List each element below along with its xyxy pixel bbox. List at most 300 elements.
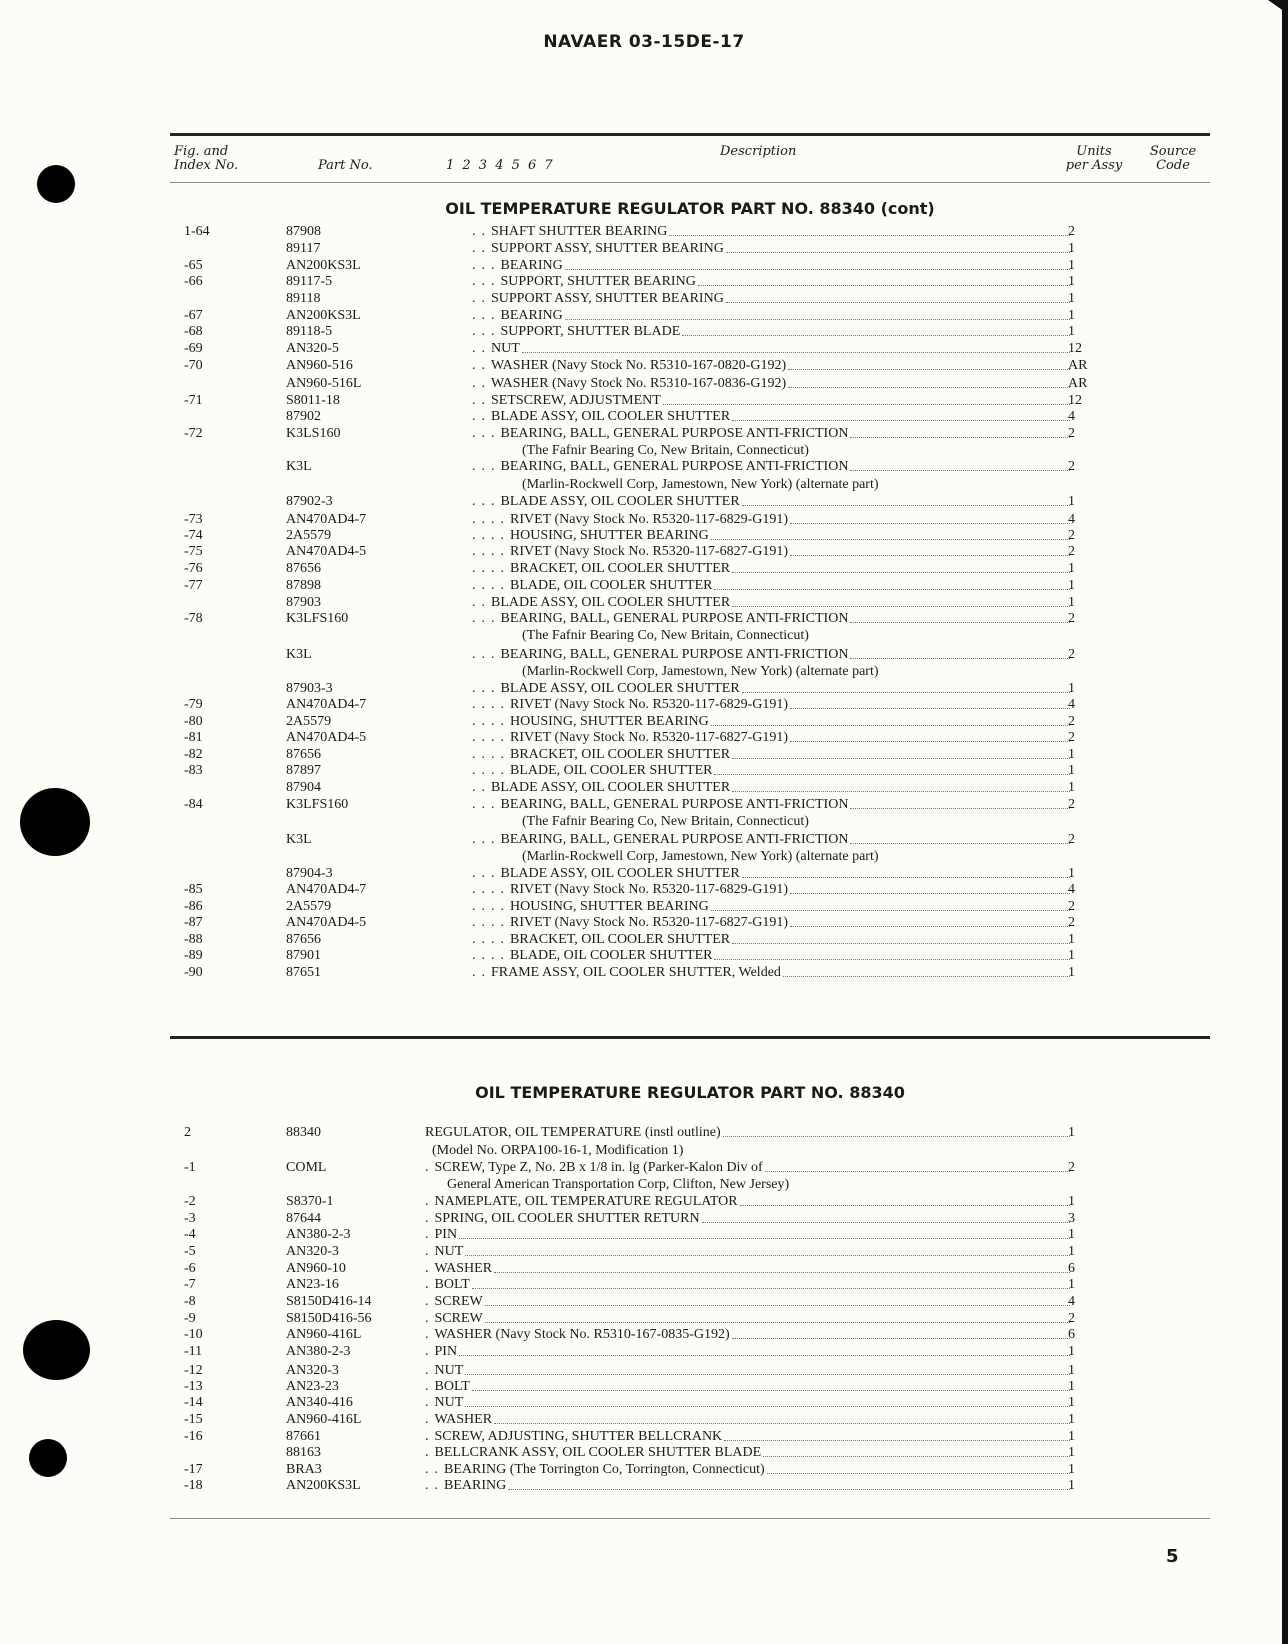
- indent-dots: ....: [472, 882, 510, 897]
- description: [522, 813, 1070, 830]
- part-number: AN960-10: [286, 1261, 346, 1276]
- table-row: [170, 1378, 1210, 1395]
- description: [425, 1444, 1070, 1461]
- leader-dots: [790, 543, 1070, 556]
- table-row: [170, 458, 1210, 475]
- description-text: RIVET (Navy Stock No. R5320-117-6829-G191): [510, 512, 789, 527]
- table-row: [170, 1260, 1210, 1277]
- part-number: S8150D416-14: [286, 1294, 372, 1309]
- table-row: [170, 375, 1210, 392]
- indent-dots: ...: [472, 681, 501, 696]
- description: [472, 680, 1070, 697]
- indent-dots: .: [425, 1277, 435, 1292]
- indent-dots: .: [425, 1211, 435, 1226]
- table-row: [170, 865, 1210, 882]
- description-text: BEARING: [500, 308, 563, 323]
- fig-index: -69: [184, 341, 203, 356]
- description-text: BRACKET, OIL COOLER SHUTTER: [510, 747, 731, 762]
- leader-dots: [850, 425, 1070, 438]
- description: [425, 1193, 1070, 1210]
- col-fig-index: [174, 145, 238, 173]
- indent-dots: ...: [472, 797, 501, 812]
- leader-dots: [465, 1362, 1070, 1375]
- fig-index: 2: [184, 1125, 191, 1140]
- section-title-cont: OIL TEMPERATURE REGULATOR PART NO. 88340 (cont): [445, 199, 935, 218]
- fig-index: -1: [184, 1160, 196, 1175]
- fig-index: -90: [184, 965, 203, 980]
- fig-index: -80: [184, 714, 203, 729]
- indent-dots: .: [425, 1363, 435, 1378]
- description-text: PIN: [434, 1344, 458, 1359]
- description-text: BEARING, BALL, GENERAL PURPOSE ANTI-FRICTION: [500, 459, 849, 474]
- units-per-assy: 12: [1068, 393, 1082, 408]
- fig-index: -89: [184, 948, 203, 963]
- description-text: BRACKET, OIL COOLER SHUTTER: [510, 932, 731, 947]
- units-per-assy: 2: [1068, 647, 1075, 662]
- section-divider: [170, 1036, 1210, 1039]
- table-row: [170, 1226, 1210, 1243]
- description: [472, 425, 1070, 442]
- indent-dots: .: [425, 1194, 435, 1209]
- description-text: (The Fafnir Bearing Co, New Britain, Connecticut): [522, 814, 809, 829]
- table-row: [170, 1310, 1210, 1327]
- leader-dots: [459, 1226, 1070, 1239]
- fig-index: -8: [184, 1294, 196, 1309]
- part-number: K3L: [286, 832, 312, 847]
- fig-index: -15: [184, 1412, 203, 1427]
- part-number: AN23-23: [286, 1379, 339, 1394]
- description: [425, 1226, 1070, 1243]
- part-number: AN320-5: [286, 341, 339, 356]
- fig-index: -87: [184, 915, 203, 930]
- table-row: [170, 1293, 1210, 1310]
- part-number: AN470AD4-7: [286, 882, 367, 897]
- leader-dots: [682, 323, 1070, 336]
- units-per-assy: 1: [1068, 1344, 1075, 1359]
- leader-dots: [790, 729, 1070, 742]
- fig-index: -3: [184, 1211, 196, 1226]
- leader-dots: [790, 914, 1070, 927]
- units-per-assy: 1: [1068, 1363, 1075, 1378]
- table-row: [170, 511, 1210, 528]
- description-text: NUT: [491, 341, 520, 356]
- units-per-assy: 1: [1068, 763, 1075, 778]
- units-per-assy: 2: [1068, 714, 1075, 729]
- indent-dots: ....: [472, 578, 510, 593]
- part-number: 87903: [286, 595, 321, 610]
- table-row-note: [170, 663, 1210, 680]
- description: [472, 713, 1070, 730]
- col-units-line1: Units: [1076, 144, 1112, 159]
- table-row: [170, 493, 1210, 510]
- part-number: 89117-5: [286, 274, 333, 289]
- indent-dots: ....: [472, 528, 510, 543]
- indent-dots: ...: [472, 324, 501, 339]
- description-text: RIVET (Navy Stock No. R5320-117-6829-G191): [510, 882, 789, 897]
- part-number: AN960-516L: [286, 376, 362, 391]
- description-text: BLADE ASSY, OIL COOLER SHUTTER: [491, 780, 731, 795]
- description: [425, 1378, 1070, 1395]
- leader-dots: [732, 746, 1070, 759]
- units-per-assy: 1: [1068, 866, 1075, 881]
- leader-dots: [565, 257, 1070, 270]
- fig-index: -81: [184, 730, 203, 745]
- units-per-assy: 1: [1068, 324, 1075, 339]
- leader-dots: [669, 223, 1070, 236]
- description: [472, 223, 1070, 240]
- indent-dots: ....: [472, 915, 510, 930]
- description: [472, 543, 1070, 560]
- leader-dots: [726, 240, 1070, 253]
- units-per-assy: 1: [1068, 965, 1075, 980]
- indent-dots: ..: [472, 409, 491, 424]
- table-row: [170, 1444, 1210, 1461]
- indent-dots: ...: [472, 866, 501, 881]
- description-text: RIVET (Navy Stock No. R5320-117-6827-G191): [510, 915, 789, 930]
- indent-dots: ...: [472, 308, 501, 323]
- part-number: 89117: [286, 241, 321, 256]
- description: [425, 1411, 1070, 1428]
- indent-dots: .: [425, 1327, 435, 1342]
- table-row-note: [170, 442, 1210, 459]
- description: [425, 1124, 1070, 1141]
- fig-index: -18: [184, 1478, 203, 1493]
- part-number: 87897: [286, 763, 321, 778]
- table-row: [170, 240, 1210, 257]
- punch-hole: [29, 1439, 67, 1477]
- table-row: [170, 1124, 1210, 1141]
- part-number: S8150D416-56: [286, 1311, 372, 1326]
- header-rule: [170, 133, 1210, 136]
- description-text: BEARING (The Torrington Co, Torrington, Connecticut): [444, 1462, 765, 1477]
- description: [425, 1362, 1070, 1379]
- fig-index: -66: [184, 274, 203, 289]
- part-number: 89118: [286, 291, 321, 306]
- indent-dots: .: [425, 1261, 435, 1276]
- units-per-assy: 1: [1068, 1244, 1075, 1259]
- part-number: 87898: [286, 578, 321, 593]
- indent-dots: ...: [472, 611, 501, 626]
- part-number: 87661: [286, 1429, 321, 1444]
- table-row: [170, 357, 1210, 374]
- description-text: BLADE ASSY, OIL COOLER SHUTTER: [500, 494, 740, 509]
- units-per-assy: 2: [1068, 832, 1075, 847]
- description-text: SETSCREW, ADJUSTMENT: [491, 393, 661, 408]
- part-number: COML: [286, 1160, 327, 1175]
- indent-dots: ...: [472, 494, 501, 509]
- table-row: [170, 1243, 1210, 1260]
- indent-dots: ..: [472, 780, 491, 795]
- leader-dots: [565, 307, 1070, 320]
- leader-dots: [714, 762, 1070, 775]
- fig-index: -72: [184, 426, 203, 441]
- fig-index: -14: [184, 1395, 203, 1410]
- description-text: SUPPORT, SHUTTER BEARING: [500, 274, 696, 289]
- part-number: K3L: [286, 459, 312, 474]
- part-number: 87902-3: [286, 494, 333, 509]
- units-per-assy: 6: [1068, 1327, 1075, 1342]
- units-per-assy: 1: [1068, 780, 1075, 795]
- description-text: BEARING: [444, 1478, 507, 1493]
- leader-dots: [850, 458, 1070, 471]
- indent-dots: ....: [472, 948, 510, 963]
- indent-dots: ...: [472, 258, 501, 273]
- units-per-assy: 2: [1068, 730, 1075, 745]
- description: [472, 560, 1070, 577]
- description-text: BLADE ASSY, OIL COOLER SHUTTER: [491, 595, 731, 610]
- description: [472, 746, 1070, 763]
- indent-dots: ....: [472, 714, 510, 729]
- description: [472, 527, 1070, 544]
- fig-index: -12: [184, 1363, 203, 1378]
- units-per-assy: 4: [1068, 512, 1075, 527]
- part-number: 87904-3: [286, 866, 333, 881]
- leader-dots: [850, 610, 1070, 623]
- punch-hole: [23, 1320, 90, 1380]
- leader-dots: [850, 796, 1070, 809]
- part-number: AN380-2-3: [286, 1227, 351, 1242]
- leader-dots: [522, 340, 1070, 353]
- indent-dots: .: [425, 1429, 435, 1444]
- description: [472, 865, 1070, 882]
- indent-dots: .: [425, 1395, 435, 1410]
- description-text: WASHER (Navy Stock No. R5310-167-0836-G192): [491, 376, 787, 391]
- description: [522, 442, 1070, 459]
- col-indent-levels: 1 2 3 4 5 6 7: [446, 158, 553, 173]
- fig-index: -4: [184, 1227, 196, 1242]
- table-row: [170, 543, 1210, 560]
- col-source-line1: Source: [1149, 144, 1197, 159]
- table-row: [170, 577, 1210, 594]
- leader-dots: [850, 831, 1070, 844]
- part-number: AN960-516: [286, 358, 353, 373]
- description-text: SPRING, OIL COOLER SHUTTER RETURN: [434, 1211, 700, 1226]
- indent-dots: .: [425, 1379, 435, 1394]
- leader-dots: [711, 527, 1070, 540]
- description-text: SCREW: [434, 1294, 483, 1309]
- description: [472, 307, 1070, 324]
- description-text: BLADE, OIL COOLER SHUTTER: [510, 578, 713, 593]
- part-number: 87902: [286, 409, 321, 424]
- description-text: NUT: [434, 1395, 464, 1410]
- table-row: [170, 1428, 1210, 1445]
- indent-dots: ....: [472, 561, 510, 576]
- indent-dots: .: [425, 1311, 435, 1326]
- description: [472, 273, 1070, 290]
- description-text: SCREW: [434, 1311, 483, 1326]
- table-row: [170, 1362, 1210, 1379]
- table-row: [170, 898, 1210, 915]
- fig-index: -9: [184, 1311, 196, 1326]
- description-text: BLADE ASSY, OIL COOLER SHUTTER: [500, 866, 740, 881]
- part-number: AN470AD4-7: [286, 697, 367, 712]
- leader-dots: [732, 779, 1070, 792]
- indent-dots: ..: [472, 224, 491, 239]
- description: [425, 1326, 1070, 1343]
- units-per-assy: 1: [1068, 561, 1075, 576]
- leader-dots: [788, 375, 1070, 388]
- fig-index: -13: [184, 1379, 203, 1394]
- table-row: [170, 1343, 1210, 1360]
- part-number: AN200KS3L: [286, 1478, 361, 1493]
- part-number: 87901: [286, 948, 321, 963]
- leader-dots: [740, 1193, 1070, 1206]
- description-text: HOUSING, SHUTTER BEARING: [510, 528, 709, 543]
- units-per-assy: 1: [1068, 681, 1075, 696]
- description-text: SHAFT SHUTTER BEARING: [491, 224, 668, 239]
- leader-dots: [459, 1343, 1070, 1356]
- description: [472, 392, 1070, 409]
- fig-index: -16: [184, 1429, 203, 1444]
- description-text: BRACKET, OIL COOLER SHUTTER: [510, 561, 731, 576]
- description-text: SUPPORT ASSY, SHUTTER BEARING: [491, 241, 724, 256]
- part-number: 2A5579: [286, 528, 332, 543]
- part-number: AN470AD4-7: [286, 512, 367, 527]
- part-number: AN960-416L: [286, 1412, 362, 1427]
- description: [425, 1394, 1070, 1411]
- table-row: [170, 594, 1210, 611]
- table-row: [170, 425, 1210, 442]
- indent-dots: ....: [472, 512, 510, 527]
- part-number: 87904: [286, 780, 321, 795]
- description: [472, 340, 1070, 357]
- description-text: (Model No. ORPA100-16-1, Modification 1): [432, 1143, 684, 1158]
- table-row: [170, 931, 1210, 948]
- fig-index: -88: [184, 932, 203, 947]
- fig-index: -71: [184, 393, 203, 408]
- fig-index: -76: [184, 561, 203, 576]
- units-per-assy: AR: [1068, 376, 1088, 391]
- description-text: (Marlin-Rockwell Corp, Jamestown, New York) (alternate part): [522, 849, 879, 864]
- description: [472, 408, 1070, 425]
- fig-index: -86: [184, 899, 203, 914]
- part-number: 88340: [286, 1125, 321, 1140]
- description-text: WASHER (Navy Stock No. R5310-167-0835-G192): [434, 1327, 730, 1342]
- description-text: RIVET (Navy Stock No. R5320-117-6827-G191): [510, 544, 789, 559]
- description: [425, 1243, 1070, 1260]
- table-row-note: [170, 848, 1210, 865]
- table-row: [170, 831, 1210, 848]
- units-per-assy: 1: [1068, 494, 1075, 509]
- units-per-assy: 1: [1068, 578, 1075, 593]
- leader-dots: [472, 1276, 1070, 1289]
- units-per-assy: 1: [1068, 948, 1075, 963]
- units-per-assy: AR: [1068, 358, 1088, 373]
- description-text: PIN: [434, 1227, 458, 1242]
- header-underline: [170, 182, 1210, 183]
- description: [472, 696, 1070, 713]
- page-corner: [1268, 0, 1288, 14]
- fig-index: -10: [184, 1327, 203, 1342]
- description: [472, 898, 1070, 915]
- leader-dots: [663, 392, 1070, 405]
- units-per-assy: 1: [1068, 1395, 1075, 1410]
- fig-index: -74: [184, 528, 203, 543]
- table-row-note: [170, 627, 1210, 644]
- description-text: WASHER: [434, 1412, 493, 1427]
- units-per-assy: 1: [1068, 241, 1075, 256]
- description-text: FRAME ASSY, OIL COOLER SHUTTER, Welded: [491, 965, 781, 980]
- description: [472, 511, 1070, 528]
- punch-hole: [37, 165, 75, 203]
- col-fig-index-line1: Fig. and: [174, 144, 229, 159]
- table-row: [170, 257, 1210, 274]
- units-per-assy: 3: [1068, 1211, 1075, 1226]
- leader-dots: [711, 713, 1070, 726]
- indent-dots: ....: [472, 763, 510, 778]
- description: [472, 646, 1070, 663]
- description: [472, 796, 1070, 813]
- description: [425, 1461, 1070, 1478]
- units-per-assy: 2: [1068, 224, 1075, 239]
- units-per-assy: 1: [1068, 1125, 1075, 1140]
- leader-dots: [465, 1394, 1070, 1407]
- units-per-assy: 1: [1068, 1445, 1075, 1460]
- part-number: AN380-2-3: [286, 1344, 351, 1359]
- indent-dots: ....: [472, 544, 510, 559]
- description: [472, 729, 1070, 746]
- leader-dots: [726, 290, 1070, 303]
- indent-dots: ..: [425, 1462, 444, 1477]
- table-row: [170, 307, 1210, 324]
- description: [425, 1159, 1070, 1176]
- description-text: BEARING, BALL, GENERAL PURPOSE ANTI-FRICTION: [500, 832, 849, 847]
- description-text: RIVET (Navy Stock No. R5320-117-6827-G191): [510, 730, 789, 745]
- units-per-assy: 1: [1068, 274, 1075, 289]
- fig-index: -85: [184, 882, 203, 897]
- fig-index: -77: [184, 578, 203, 593]
- description: [472, 577, 1070, 594]
- description-text: BEARING, BALL, GENERAL PURPOSE ANTI-FRICTION: [500, 426, 849, 441]
- part-number: K3L: [286, 647, 312, 662]
- description: [472, 375, 1070, 392]
- table-row: [170, 680, 1210, 697]
- table-row: [170, 762, 1210, 779]
- description: [425, 1343, 1070, 1360]
- units-per-assy: 1: [1068, 747, 1075, 762]
- description-text: BEARING: [500, 258, 563, 273]
- units-per-assy: 2: [1068, 528, 1075, 543]
- description: [472, 493, 1070, 510]
- description-text: (The Fafnir Bearing Co, New Britain, Connecticut): [522, 443, 809, 458]
- part-number: 87656: [286, 561, 321, 576]
- description-text: NUT: [434, 1244, 464, 1259]
- units-per-assy: 1: [1068, 258, 1075, 273]
- fig-index: -79: [184, 697, 203, 712]
- table-row: [170, 340, 1210, 357]
- leader-dots: [788, 357, 1070, 370]
- description-text: NAMEPLATE, OIL TEMPERATURE REGULATOR: [434, 1194, 738, 1209]
- fig-index: -11: [184, 1344, 203, 1359]
- leader-dots: [485, 1310, 1070, 1323]
- description: [425, 1310, 1070, 1327]
- fig-index: -6: [184, 1261, 196, 1276]
- table-row: [170, 323, 1210, 340]
- indent-dots: ...: [472, 832, 501, 847]
- description: [472, 594, 1070, 611]
- description: [472, 323, 1070, 340]
- table-row: [170, 1326, 1210, 1343]
- indent-dots: .: [425, 1412, 435, 1427]
- section-title: OIL TEMPERATURE REGULATOR PART NO. 88340: [475, 1083, 905, 1102]
- leader-dots: [465, 1243, 1070, 1256]
- units-per-assy: 2: [1068, 611, 1075, 626]
- table-row: [170, 560, 1210, 577]
- indent-dots: ...: [472, 459, 501, 474]
- table-row: [170, 408, 1210, 425]
- fig-index: -5: [184, 1244, 196, 1259]
- fig-index: -65: [184, 258, 203, 273]
